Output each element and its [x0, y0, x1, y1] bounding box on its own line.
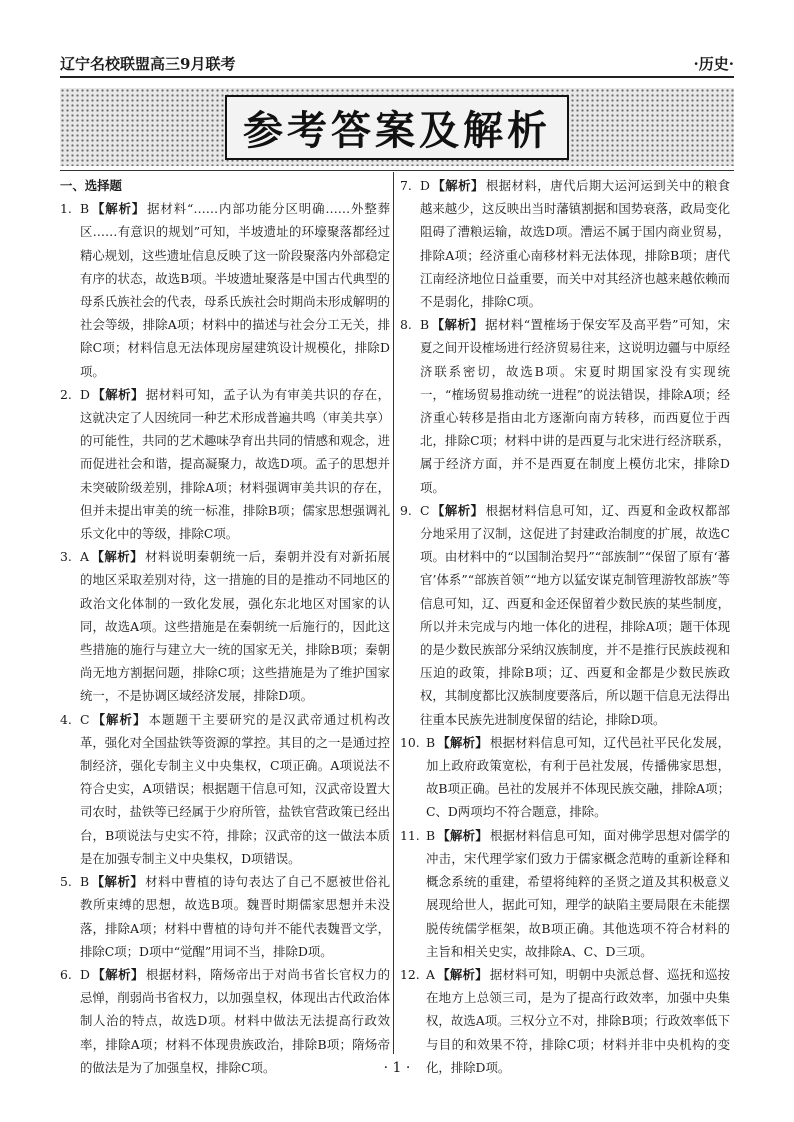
question-number: 4. — [60, 711, 72, 727]
analysis-tag: 【解析】 — [91, 874, 144, 890]
analysis-text: 根据材料信息可知，辽代邑社平民化发展，加上政府政策宽松，有利于邑社发展，传播佛家思想，故B项正确。邑社的发展并不体现民族交融，排除A项；C、D两项均不符合题意，排除。 — [426, 734, 731, 820]
question-number: 3. — [60, 549, 72, 565]
header-rule — [60, 76, 734, 78]
analysis-tag: 【解析】 — [91, 966, 144, 982]
question-number: 11. — [400, 827, 420, 843]
question-item — [60, 197, 390, 383]
answer-letter: D — [420, 178, 430, 193]
question-item — [60, 708, 390, 870]
answer-letter: B — [420, 317, 430, 333]
page-number: · 1 · — [383, 1060, 411, 1076]
analysis-tag: 【解析】 — [437, 827, 488, 843]
analysis-text: 根据材料信息可知，面对佛学思想对儒学的冲击，宋代理学家们致力于儒家概念范畴的重新诠释和概念系统的重建，希望将纯粹的圣贤之道及其积极意义展现给世人，据此可知，理学的缺陷主要局限在未能摆脱传统儒学框架，故B项正确。其他选项不符合材料的主旨和相关史实，故排除A、C、D三项。 — [426, 827, 731, 959]
exam-title: 辽宁名校联盟高三9月联考 — [60, 55, 236, 73]
analysis-text: 据材料可知，明朝中央派总督、巡抚和巡按在地方上总领三司，是为了提高行政效率，加强中央集权，故选A项。三权分立不对，排除B项；行政效率低下与目的和效果不符，排除C项；材料并非中央机构的变化，排除D项。 — [426, 966, 731, 1075]
answer-letter: B — [426, 827, 436, 843]
banner-title: 参考答案及解析 — [225, 95, 569, 160]
subject-label: ·历史· — [693, 55, 734, 73]
question-number: 1. — [60, 201, 72, 217]
question-number: 7. — [400, 178, 412, 193]
analysis-tag: 【解析】 — [431, 502, 484, 518]
question-number: 8. — [400, 317, 412, 333]
question-item — [400, 824, 730, 963]
answer-letter: A — [426, 966, 435, 982]
question-number: 6. — [60, 966, 72, 982]
page-header — [60, 40, 734, 74]
analysis-tag: 【解析】 — [90, 549, 144, 565]
right-column — [400, 174, 731, 1075]
analysis-tag: 【解析】 — [91, 386, 144, 402]
analysis-tag: 【解析】 — [437, 734, 488, 750]
question-number: 9. — [400, 502, 412, 518]
analysis-tag: 【解析】 — [431, 178, 484, 193]
analysis-text: 据材料可知，孟子认为有审美共识的存在，这就决定了人因统同一种艺术形成普遍共鸣（审美共享）的可能性，共同的艺术趣味孕育出共同的情感和观念，进而促进社会和谐，提高凝聚力，故选D项。孟子的思想并未突破阶级差别，排除A项；材料强调审美共识的存在，但并未提出审美的统一标准，排除B项；儒家思想强调礼乐文化中的等级，排除C项。 — [80, 386, 391, 542]
question-number: 5. — [60, 874, 72, 890]
analysis-tag: 【解析】 — [436, 966, 488, 982]
analysis-text: 根据材料，隋炀帝出于对尚书省长官权力的忌惮，削弱尚书省权力，以加强皇权，体现出古代政治体制人治的特点，故选D项。材料中做法无法提高行政效率，排除A项；材料不体现贵族政治，排除B项；隋炀帝的做法是为了加强皇权，排除C项。 — [80, 966, 391, 1075]
analysis-text: 据材料“……内部功能分区明确……外整葬区……有意识的规划”可知，半坡遗址的环壕聚落都经过精心规划，这些遗址信息反映了这一阶段聚落内外部稳定有序的状态，故选B项。半坡遗址聚落是中国古代典型的母系氏族社会的代表，母系氏族社会时期尚未形成解明的社会等级，排除A项；材料中的描述与社会分工无关，排除C项；材料信息无法体现房屋建筑设计规模化，排除D项。 — [80, 201, 391, 379]
analysis-tag: 【解析】 — [91, 711, 147, 727]
title-banner — [60, 88, 734, 166]
analysis-text: 据材料“置榷场于保安军及高平砦”可知，宋夏之间开设榷场进行经济贸易往来，这说明边疆与中原经济联系密切，故选B项。宋夏时期国家没有实现统一，“榷场贸易推动统一进程”的说法错误，排除A项；经济重心转移是指由北方逐渐向南方转移，而西夏位于西北，排除C项；材料中讲的是西夏与北宋进行经济联系，属于经济方面，并不是西夏在制度上模仿北宋，排除D项。 — [420, 317, 730, 495]
question-item — [400, 174, 730, 313]
analysis-text: 本题题干主要研究的是汉武帝通过机构改革，强化对全国盐铁等资源的掌控。其目的之一是通过控制经济，强化专制主义中央集权，C项正确。A项说法不符合史实，A项错误；根据题干信息可知，汉武帝设置大司农时，盐铁等已经属于少府所管，盐铁官营政策已经出台，B项说法与史实不符，排除；汉武帝的这一做法本质是在加强专制主义中央集权，D项错误。 — [80, 711, 391, 866]
answer-letter: A — [80, 549, 89, 565]
answer-letter: D — [80, 966, 90, 982]
question-item — [400, 499, 730, 731]
answer-letter: B — [80, 201, 90, 217]
analysis-tag: 【解析】 — [91, 201, 146, 217]
answer-letter: D — [80, 386, 90, 402]
analysis-text: 材料中曹植的诗句表达了自己不愿被世俗礼教所束缚的思想，故选B项。魏晋时期儒家思想并未没落，排除A项；材料中曹植的诗句并不能代表魏晋文学，排除C项；D项中“觉醒”用词不当，排除D项。 — [80, 874, 391, 959]
analysis-text: 材料说明秦朝统一后，秦朝并没有对新拓展的地区采取差别对待，这一措施的目的是推动不同地区的政治文化体制的一致化发展，强化东北地区对国家的认同，故选A项。这些措施是在秦朝统一后施行的，因此这些措施的施行与建立大一统的国家无关，排除B项；秦朝尚无地方割据问题，排除C项；这些措施是为了维护国家统一，不是协调区域经济发展，排除D项。 — [80, 549, 391, 704]
analysis-text: 根据材料信息可知，辽、西夏和金政权都部分地采用了汉制，这促进了封建政治制度的扩展，故选C项。由材料中的“以国制治契丹”“部族制”“保留了原有‘蕃官’体系”“部族首领”“地方以猛安谋克制管理游牧部族”等信息可知，辽、西夏和金还保留着少数民族的某些制度，所以并未完成与内地一体化的进程，排除A项；题干体现的是少数民族部分采纳汉族制度，并不是推行民族歧视和压迫的政策，排除B项；辽、西夏和金都是少数民族政权，其制度都比汉族制度要落后，所以题干信息无法得出往重本民族先进制度保留的结论，排除D项。 — [420, 502, 731, 727]
answer-letter: C — [420, 502, 430, 518]
question-number: 12. — [400, 966, 420, 982]
column-divider — [393, 172, 394, 1054]
question-item — [60, 545, 390, 707]
analysis-text: 根据材料，唐代后期大运河运到关中的粮食越来越少，这反映出当时藩镇割据和国势衰落，政局变化阻碍了漕粮运输，故选D项。漕运不属于国内商业贸易，排除A项；经济重心南移材料无法体现，排除B项；唐代江南经济地位日益重要，而关中对其经济也越来越依赖而不是弱化，排除C项。 — [420, 178, 731, 310]
answer-letter: C — [80, 711, 90, 727]
answer-letter: B — [426, 734, 436, 750]
analysis-tag: 【解析】 — [431, 317, 484, 333]
left-column — [60, 174, 391, 1075]
question-item — [60, 383, 390, 545]
question-number: 2. — [60, 386, 72, 402]
question-item — [400, 313, 730, 499]
question-item — [400, 731, 730, 824]
banner-rule — [60, 170, 734, 171]
section-heading: 一、选择题 — [60, 178, 122, 193]
question-item — [60, 870, 390, 963]
question-number: 10. — [400, 734, 420, 750]
answer-letter: B — [80, 874, 90, 890]
